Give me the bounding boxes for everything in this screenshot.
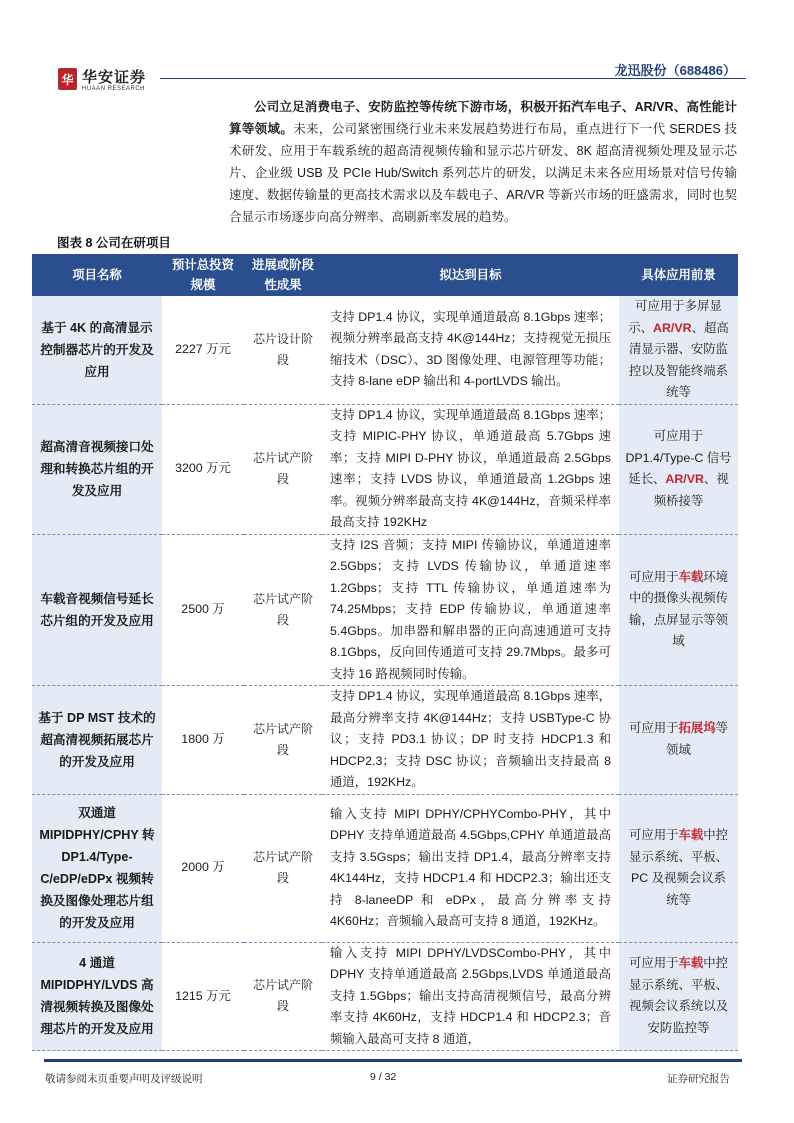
project-name: 基于 4K 的高清显示控制器芯片的开发及应用 [32,296,162,404]
table-row [32,686,738,795]
project-name: 4 通道 MIPIDPHY/LVDS 高清视频转换及图像处理芯片的开发及应用 [32,942,162,1051]
page-number: 9 / 32 [370,1071,397,1083]
project-phase: 芯片试产阶段 [244,942,322,1051]
table-row [32,404,738,534]
footer-disclaimer: 敬请参阅末页重要声明及评级说明 [45,1073,203,1085]
table-row [32,534,738,686]
highlight-term: 车载 [678,828,704,842]
project-application: 可应用于多屏显示、AR/VR、超高清显示器、安防监控以及智能终端系统等 [619,296,738,404]
logo-chinese-name: 华安证券 [82,68,147,86]
header-target: 拟达到目标 [322,254,619,296]
project-application: 可应用于 DP1.4/Type-C 信号延长、AR/VR、视频桥接等 [619,404,738,534]
project-phase: 芯片试产阶段 [244,534,322,686]
project-target: 支持 I2S 音频；支持 MIPI 传输协议，单通道速率 2.5Gbps；支持 LVDS 传输协议，单通道速率 1.2Gbps；支持 TTL 传输协议，单通道速率为 74.25Mbps；支持 EDP 传输协议，单通道速率 5.4Gbps。加串器和解串器的正向高速通道可支持 8.1Gbps，反向回传通道可支持 29.7Mbps。最多可支持 16 路视频同时传输。 [322,534,619,686]
logo-english-name: HUAAN RESEARCH [82,86,146,92]
project-target: 支持 DP1.4 协议，实现单通道最高 8.1Gbps 速率；视频分辨率最高支持 4K@144Hz；支持视觉无损压缩技术（DSC）、3D 图像处理、电源管理等功能；支持 8-lane eDP 输出和 4-portLVDS 输出。 [322,296,619,404]
project-name: 基于 DP MST 技术的超高清视频拓展芯片的开发及应用 [32,686,162,795]
project-name: 超高清音视频接口处理和转换芯片组的开发及应用 [32,404,162,534]
project-investment: 1800 万 [162,686,244,795]
huaan-logo-icon: 华 [58,68,77,90]
project-application: 可应用于车载中控显示系统、平板、视频会议系统以及安防监控等 [619,942,738,1051]
project-investment: 2227 万元 [162,296,244,404]
project-application: 可应用于车载中控显示系统、平板、PC 及视频会议系统等 [619,794,738,942]
company-ticker: 龙迅股份（688486） [614,63,736,78]
table-header-row [32,254,738,296]
project-phase: 芯片试产阶段 [244,794,322,942]
project-name: 车载音视频信号延长芯片组的开发及应用 [32,534,162,686]
intro-body: 未来，公司紧密围绕行业未来发展趋势进行布局，重点进行下一代 SERDES 技术研发、应用于车载系统的超高清视频传输和显示芯片研发、8K 超高清视频处理及显示芯片、企业级 USB 及 PCIe Hub/Switch 系列芯片的研发，以满足未来各应用场景对信号传输速度、数据传输量的更高技术需求以及车载电子、AR/VR 等新兴市场的旺盛需求，同时也契合显示市场逐步向高分辨率、高刷新率发展的趋势。 [229,122,737,224]
project-investment: 1215 万元 [162,942,244,1051]
project-investment: 2000 万 [162,794,244,942]
header-project-name: 项目名称 [32,254,162,296]
project-application: 可应用于拓展坞等领域 [619,686,738,795]
project-phase: 芯片试产阶段 [244,686,322,795]
highlight-term: AR/VR [653,320,692,335]
project-phase: 芯片设计阶段 [244,296,322,404]
figure-title: 图表 8 公司在研项目 [57,236,171,250]
footer-report-type: 证券研究报告 [667,1073,730,1085]
project-target: 支持 DP1.4 协议，实现单通道最高 8.1Gbps 速率，最高分辨率支持 4K@144Hz；支持 USBType-C 协议；支持 PD3.1 协议；DP 时支持 HDCP1.3 和 HDCP2.3；支持 DSC 协议；音频输出支持最高 8 通道，192KHz。 [322,686,619,795]
project-application: 可应用于车载环境中的摄像头视频传输，点屏显示等领域 [619,534,738,686]
projects-table [32,254,738,1051]
project-target: 输入支持 MIPI DPHY/CPHYCombo-PHY，其中 DPHY 支持单通道最高 4.5Gbps,CPHY 单通道最高支持 3.5Gsps；输出支持 DP1.4，最高分辨率支持 4K144Hz，支持 HDCP1.4 和 HDCP2.3；输出还支持 8-laneeDP 和 eDPx，最高分辨率支持 4K60Hz；音频输入最高可支持 8 通道，192KHz。 [322,794,619,942]
project-target: 支持 DP1.4 协议，实现单通道最高 8.1Gbps 速率；支持 MIPIC-PHY 协议，单通道最高 5.7Gbps 速率；支持 MIPI D-PHY 协议，单通道最高 2.5Gbps 速率；支持 LVDS 协议，单通道最高 1.2Gbps 速率。视频分辨率最高支持 4K@144Hz，音频采样率最高支持 192KHz [322,404,619,534]
header-progress: 进展或阶段性成果 [244,254,322,296]
highlight-term: 车载 [678,956,704,971]
project-investment: 2500 万 [162,534,244,686]
highlight-term: AR/VR [665,472,704,486]
footer-divider [44,1059,742,1062]
header-investment: 预计总投资规模 [162,254,244,296]
project-investment: 3200 万元 [162,404,244,534]
project-target: 输入支持 MIPI DPHY/LVDSCombo-PHY，其中 DPHY 支持单通道最高 2.5Gbps,LVDS 单通道最高支持 1.5Gbps；输出支持高清视频信号，最高分辨率支持 4K60Hz，支持 HDCP1.4 和 HDCP2.3；音频输入最高可支持 8 通道， [322,942,619,1051]
header-application: 具体应用前景 [619,254,738,296]
table-row [32,296,738,404]
intro-lead: 公司立足消费电子、安防监控等传统下游市场，积极开拓汽车电子、AR/VR、高性能计算等领域。 [229,100,737,136]
table-row [32,942,738,1051]
page-header [48,58,746,98]
intro-paragraph [229,96,737,228]
highlight-term: 车载 [678,569,704,584]
project-phase: 芯片试产阶段 [244,404,322,534]
table-row [32,794,738,942]
highlight-term: 拓展坞 [678,721,716,736]
project-name: 双通道 MIPIDPHY/CPHY 转 DP1.4/Type-C/eDP/eDPx 视频转换及图像处理芯片组的开发及应用 [32,794,162,942]
